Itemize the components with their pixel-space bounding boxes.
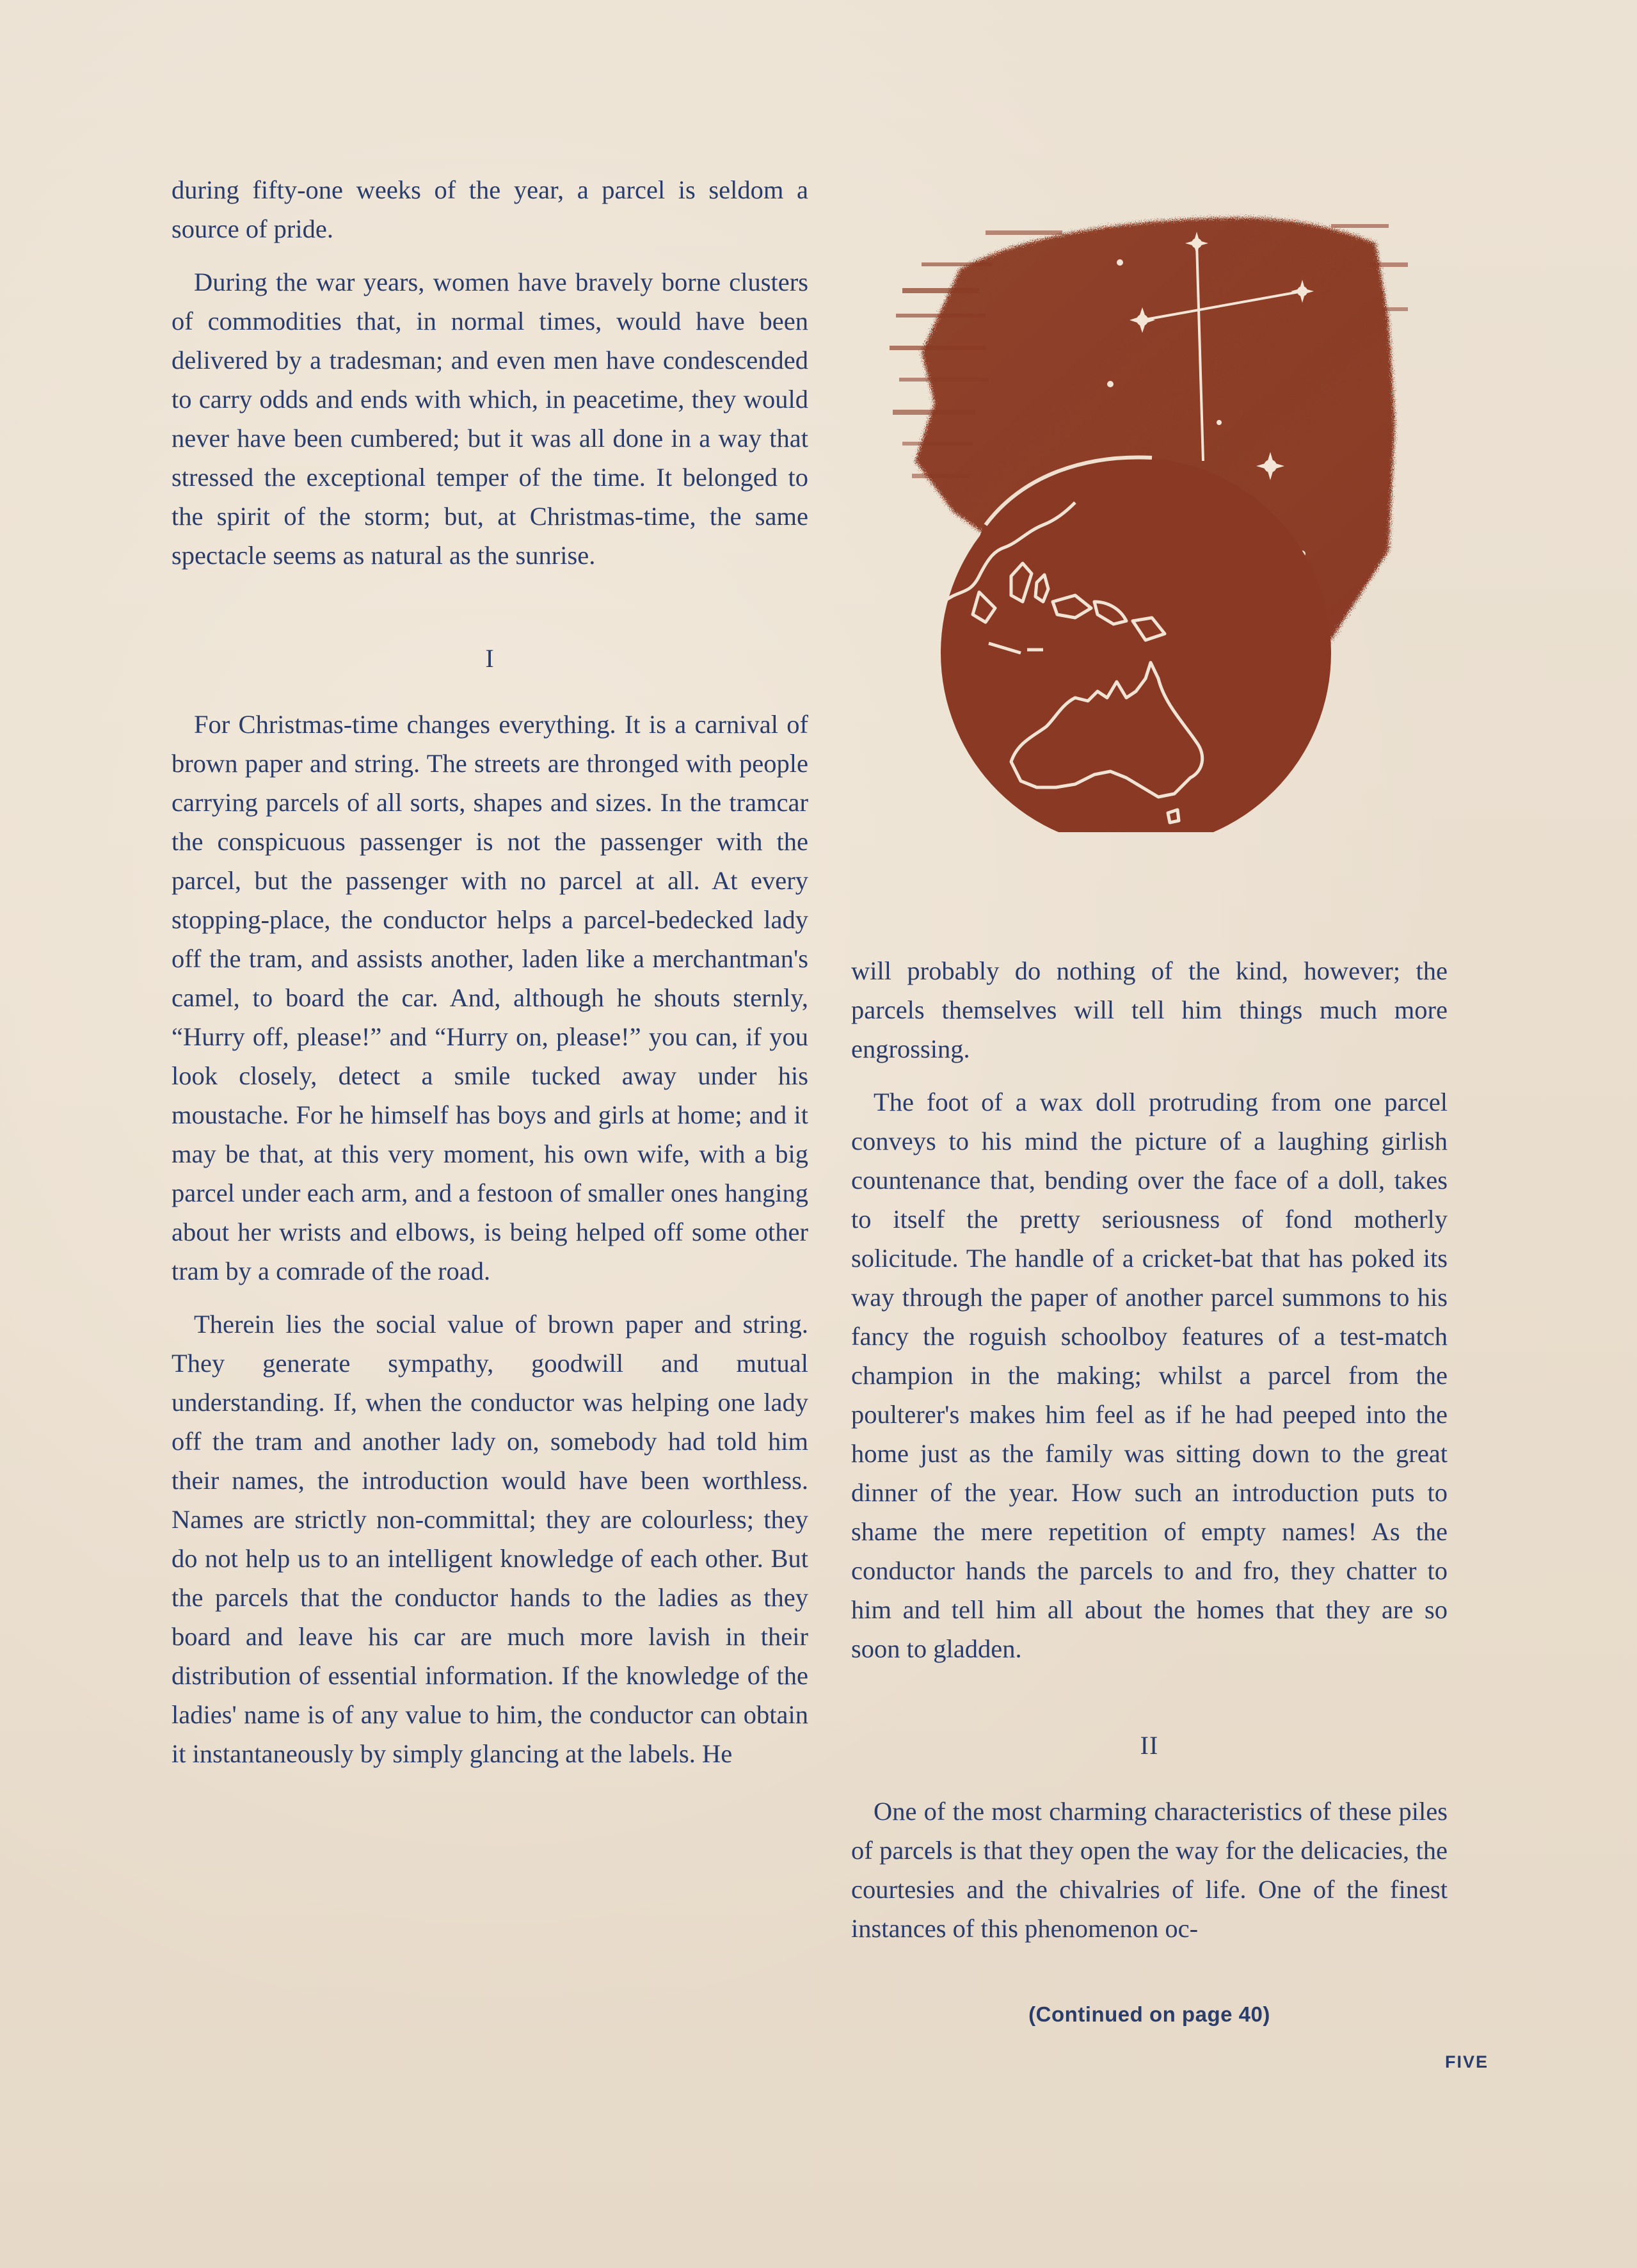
paragraph: The foot of a wax doll protruding from one parcel conveys to his mind the picture of a laughing girlish countenance that, bending over the face of a doll, takes to itself the pretty seriousness of fond motherly solicitude. The handle of a cricket-bat that has poked its way through the paper of another parcel summons to his fancy the roguish schoolboy features of a test-match champion in the making; whilst a parcel from the poulterer's makes him feel as if he had peeped into the home just as the family was sitting down to the great dinner of the year. How such an introduction puts to shame the mere repetition of empty names! As the conductor hands the parcels to and fro, they chatter to him and tell him all about the homes that they are so soon to gladden. — [851, 1088, 1448, 1663]
section-heading: II — [1140, 1731, 1159, 1760]
paragraph: Therein lies the social value of brown paper and string. They generate sympathy, goodwill and mutual understanding. If, when the conductor was helping one lady off the tram and another lady on, somebody had told him their names, the introduction would have been worthless. Names are strictly non-committal; they are colourless; they do not help us to an intelligent knowledge of each other. But the parcels that the conductor hands to the ladies as they board and leave his car are much more lavish in their distribution of essential information. If the knowledge of the ladies' name is of any value to him, the conductor can obtain it instantaneously by simply glancing at the labels. He — [172, 1310, 808, 1768]
right-column — [851, 951, 1448, 1948]
paragraph: One of the most charming characteristics of these piles of parcels is that they open the way for the delicacies, the courtesies and the chivalries of life. One of the finest instances of this phenomenon oc- — [851, 1797, 1448, 1943]
continued-note: (Continued on page 40) — [1028, 2002, 1270, 2026]
globe-illustration — [883, 192, 1459, 832]
paragraph: during fifty-one weeks of the year, a parcel is seldom a source of pride. — [172, 175, 808, 243]
paragraph: For Christmas-time changes everything. It is a carnival of brown paper and string. The streets are thronged with people carrying parcels of all sorts, shapes and sizes. In the tramcar the conspicuous passenger is not the passenger with the parcel, but the passenger with no parcel at all. At every stopping-place, the conductor helps a parcel-bedecked lady off the tram, and assists another, laden like a merchantman's camel, to board the car. And, although he shouts sternly, “Hurry off, please!” and “Hurry on, please!” you can, if you look closely, detect a smile tucked away under his moustache. For he himself has boys and girls at home; and it may be that, at this very moment, his own wife, with a big parcel under each arm, and a festoon of smaller ones hanging about her wrists and elbows, is being helped off some other tram by a comrade of the road. — [172, 710, 808, 1285]
left-column — [172, 170, 808, 1773]
paragraph: During the war years, women have bravely borne clusters of commodities that, in normal times, would have been delivered by a tradesman; and even men have condescended to carry odds and ends with which, in peacetime, they would never have been cumbered; but it was all done in a way that stressed the exceptional temper of the time. It belonged to the spirit of the storm; but, at Christmas-time, the same spectacle seems as natural as the sunrise. — [172, 268, 808, 570]
globe-southern-cross-icon — [883, 192, 1459, 832]
page-number: FIVE — [1444, 2052, 1489, 2071]
paragraph: will probably do nothing of the kind, however; the parcels themselves will tell him things much more engrossing. — [851, 956, 1448, 1063]
section-heading: I — [485, 644, 495, 673]
